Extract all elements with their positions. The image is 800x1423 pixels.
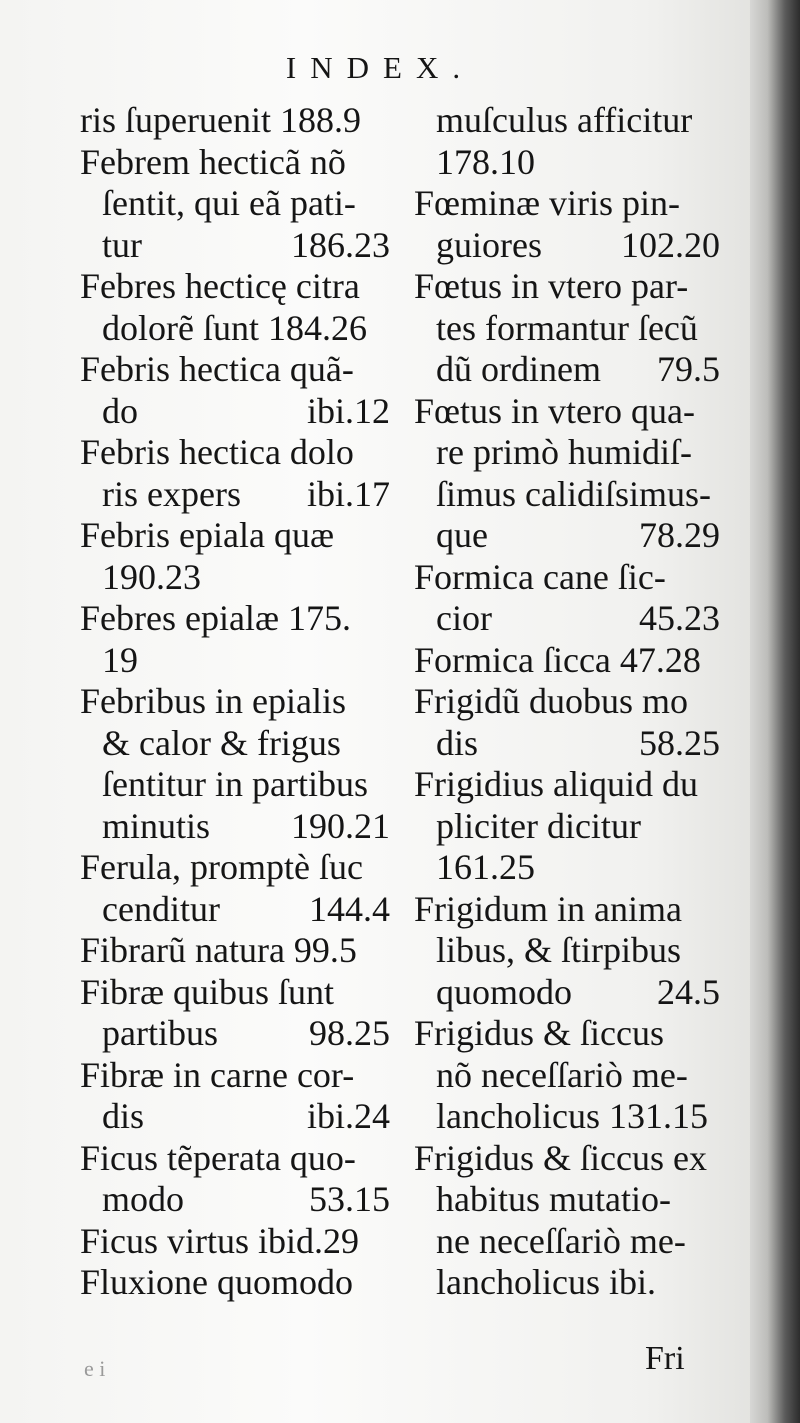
- book-gutter: [750, 0, 800, 1423]
- entry-text: dis: [436, 722, 479, 763]
- entry-text: muſculus afficitur: [436, 100, 693, 140]
- entry-page-ref: 79.5: [657, 349, 720, 389]
- entry-text: modo: [102, 1179, 185, 1219]
- entry-text: Febris epiala quæ: [80, 515, 334, 555]
- index-entry-line: [80, 723, 390, 765]
- index-entry-line: [80, 225, 390, 267]
- index-entry-line: [80, 1262, 390, 1304]
- entry-text: ſimus calidiſsimus-: [436, 473, 711, 514]
- index-entry-line: [414, 847, 720, 889]
- entry-text: Ficus tẽperata quo-: [80, 1137, 356, 1178]
- entry-text: Fluxione quomodo: [80, 1262, 354, 1302]
- index-entry-line: [80, 889, 390, 931]
- entry-text: nõ neceſſariò me-: [436, 1054, 688, 1095]
- entry-text: Frigidus & ſiccus ex: [414, 1137, 707, 1178]
- index-entry-line: [414, 349, 720, 391]
- page-header: INDEX.: [285, 50, 475, 85]
- entry-page-ref: 78.29: [639, 515, 720, 555]
- index-entry-line: [80, 972, 390, 1014]
- entry-page-ref: ibi.17: [306, 473, 390, 514]
- index-entry-line: [414, 640, 720, 682]
- index-entry-line: [414, 266, 720, 308]
- index-entry-line: [414, 723, 720, 765]
- entry-text: Formica cane ſic-: [414, 556, 666, 597]
- index-entry-line: [80, 266, 390, 308]
- entry-page-ref: ibi.24: [306, 1096, 390, 1136]
- index-entry-line: [80, 1221, 390, 1263]
- entry-text: Frigidius aliquid du: [414, 764, 699, 804]
- index-entry-line: [80, 764, 390, 806]
- entry-page-ref: 58.25: [639, 722, 720, 763]
- entry-text: Frigidus & ſiccus: [414, 1013, 664, 1053]
- entry-text: partibus: [102, 1013, 218, 1053]
- catchword: Fri: [645, 1340, 685, 1377]
- entry-text: ne neceſſariò me-: [436, 1220, 686, 1261]
- index-entry-line: [80, 474, 390, 516]
- index-entry-line: [80, 1013, 390, 1055]
- index-entry-line: [414, 225, 720, 267]
- index-column-left: [80, 100, 390, 1304]
- index-entry-line: [80, 1138, 390, 1180]
- entry-text: tur: [102, 224, 142, 265]
- entry-text: dolorẽ ſunt 184.26: [102, 307, 367, 348]
- index-entry-line: [80, 432, 390, 474]
- entry-text: que: [436, 515, 488, 555]
- entry-text: habitus mutatio-: [436, 1179, 671, 1219]
- index-entry-line: [80, 515, 390, 557]
- index-entry-line: [414, 1138, 720, 1180]
- entry-text: Fibræ in carne cor-: [80, 1054, 355, 1095]
- index-entry-line: [414, 474, 720, 516]
- entry-text: quomodo: [436, 971, 573, 1012]
- index-entry-line: [414, 1262, 720, 1304]
- index-entry-line: [80, 1055, 390, 1097]
- index-entry-line: [80, 557, 390, 599]
- entry-text: Febres hecticę citra: [80, 266, 360, 306]
- index-entry-line: [80, 806, 390, 848]
- entry-text: 190.23: [102, 556, 201, 597]
- entry-page-ref: ibi.12: [306, 390, 390, 431]
- entry-page-ref: 45.23: [639, 598, 720, 638]
- index-entry-line: [80, 1096, 390, 1138]
- entry-text: Frigidũ duobus mo: [414, 681, 689, 721]
- index-entry-line: [414, 1179, 720, 1221]
- index-entry-line: [414, 1055, 720, 1097]
- entry-text: Fœtus in vtero qua-: [414, 390, 695, 431]
- entry-text: guiores: [436, 224, 542, 265]
- entry-text: 161.25: [436, 847, 535, 887]
- index-entry-line: [80, 681, 390, 723]
- entry-page-ref: 53.15: [309, 1179, 390, 1219]
- index-entry-line: [80, 183, 390, 225]
- entry-text: Febrem hecticã nõ: [80, 141, 346, 182]
- index-entry-line: [414, 515, 720, 557]
- entry-text: cenditur: [102, 888, 220, 929]
- entry-text: lancholicus 131.15: [436, 1096, 708, 1136]
- entry-text: & calor & frigus: [102, 722, 341, 763]
- entry-page-ref: 144.4: [309, 888, 390, 929]
- index-entry-line: [414, 391, 720, 433]
- index-entry-line: [80, 391, 390, 433]
- entry-text: libus, & ſtirpibus: [436, 930, 682, 970]
- index-entry-line: [414, 1013, 720, 1055]
- entry-page-ref: 24.5: [657, 971, 720, 1012]
- entry-text: Ferula, promptè ſuc: [80, 847, 363, 887]
- entry-text: tes formantur ſecũ: [436, 307, 698, 348]
- entry-page-ref: 186.23: [291, 224, 390, 265]
- entry-text: ris ſuperuenit 188.9: [80, 100, 361, 140]
- entry-text: Fibræ quibus ſunt: [80, 971, 335, 1012]
- entry-text: 19: [102, 639, 138, 680]
- entry-page-ref: 102.20: [621, 224, 720, 265]
- index-entry-line: [80, 930, 390, 972]
- index-entry-line: [414, 972, 720, 1014]
- index-entry-line: [414, 764, 720, 806]
- index-entry-line: [414, 432, 720, 474]
- entry-text: Formica ſicca 47.28: [414, 639, 701, 680]
- entry-text: Fœminæ viris pin-: [414, 183, 681, 223]
- entry-text: cior: [436, 598, 492, 638]
- entry-text: dũ ordinem: [436, 349, 601, 389]
- entry-text: Fibrarũ natura 99.5: [80, 930, 357, 970]
- entry-text: do: [102, 390, 138, 431]
- index-entry-line: [414, 806, 720, 848]
- entry-text: pliciter dicitur: [436, 805, 641, 846]
- entry-text: Febres epialæ 175.: [80, 598, 351, 638]
- entry-page-ref: 190.21: [291, 805, 390, 846]
- index-column-right: [414, 100, 720, 1304]
- index-entry-line: [414, 183, 720, 225]
- entry-text: ſentitur in partibus: [102, 764, 368, 804]
- index-entry-line: [80, 349, 390, 391]
- index-entry-line: [414, 142, 720, 184]
- index-entry-line: [414, 598, 720, 640]
- index-entry-line: [414, 1096, 720, 1138]
- entry-text: lancholicus ibi.: [436, 1262, 656, 1302]
- index-entry-line: [80, 100, 390, 142]
- index-entry-line: [80, 1179, 390, 1221]
- index-entry-line: [414, 557, 720, 599]
- entry-text: ſentit, qui eã pati-: [102, 183, 356, 223]
- entry-text: Febris hectica dolo: [80, 432, 354, 472]
- index-entry-line: [414, 308, 720, 350]
- entry-text: re primò humidiſ-: [436, 432, 692, 472]
- entry-text: 178.10: [436, 141, 535, 182]
- entry-text: ris expers: [102, 473, 241, 514]
- index-entry-line: [80, 142, 390, 184]
- index-entry-line: [80, 598, 390, 640]
- index-entry-line: [80, 640, 390, 682]
- entry-text: minutis: [102, 805, 211, 846]
- entry-text: Ficus virtus ibid.29: [80, 1220, 360, 1261]
- entry-page-ref: 98.25: [309, 1013, 390, 1053]
- entry-text: dis: [102, 1096, 145, 1136]
- index-entry-line: [414, 889, 720, 931]
- entry-text: Febribus in epialis: [80, 681, 346, 721]
- entry-text: Febris hectica quã-: [80, 349, 354, 389]
- index-entry-line: [80, 308, 390, 350]
- entry-text: Frigidum in anima: [414, 888, 682, 929]
- index-entry-line: [414, 1221, 720, 1263]
- signature-mark: e i: [84, 1356, 106, 1381]
- index-entry-line: [414, 930, 720, 972]
- entry-text: Fœtus in vtero par-: [414, 266, 689, 306]
- index-entry-line: [414, 100, 720, 142]
- index-entry-line: [80, 847, 390, 889]
- index-entry-line: [414, 681, 720, 723]
